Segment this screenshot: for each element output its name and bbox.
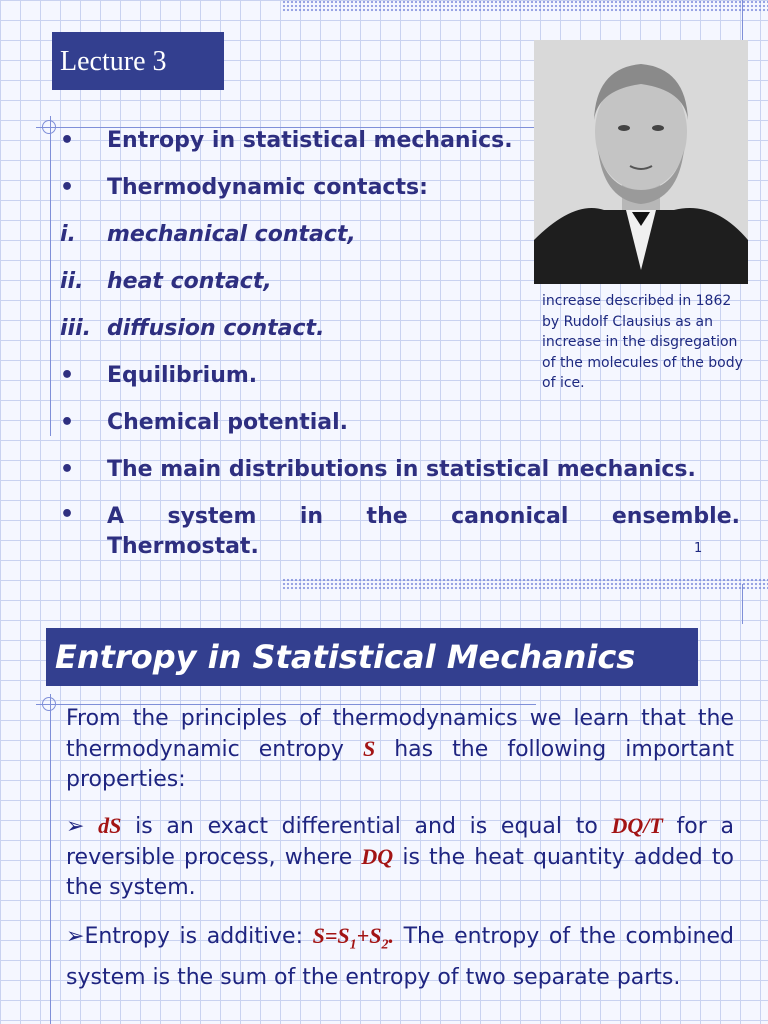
property-additive: ➢Entropy is additive: $S=S_1+S_2$. The entropy of the combined system is the sum of the entropy of two separate parts.	[66, 923, 734, 991]
topic-text: heat contact,	[107, 269, 272, 294]
topic-item	[60, 406, 740, 453]
topic-text: Equilibrium.	[107, 363, 258, 388]
bullet-marker: •	[60, 502, 75, 527]
dotted-band-top	[282, 578, 768, 590]
dotted-band-top	[282, 0, 768, 12]
arrow-bullet-icon: ➢	[66, 814, 85, 839]
bullet-marker: iii.	[60, 316, 91, 341]
topic-word: the	[366, 504, 408, 529]
bullet-marker: •	[60, 457, 75, 482]
ring-ornament-icon	[42, 120, 56, 134]
topic-word: system	[167, 504, 257, 529]
slide-2	[0, 584, 768, 1024]
topic-word: in	[299, 504, 324, 529]
topic-word: canonical	[451, 504, 569, 529]
bullet-marker: •	[60, 410, 75, 435]
bullet-marker: ii.	[60, 269, 84, 294]
frame-line	[742, 584, 743, 624]
bullet-marker: •	[60, 128, 75, 153]
portrait-caption: increase described in 1862 by Rudolf Clausius as an increase in the disgregation of the molecules of the body of ice.	[542, 293, 743, 391]
frame-line	[742, 0, 743, 40]
additivity-equation: $S=S_1+S_2$.	[312, 923, 394, 953]
topic-word: ensemble.	[611, 504, 740, 529]
topic-item	[60, 453, 740, 500]
topic-text: Chemical potential.	[107, 410, 349, 435]
bullet-marker: i.	[60, 222, 76, 247]
clausius-portrait	[534, 40, 748, 284]
lecture-label: Lecture 3	[52, 32, 224, 90]
slide-title: Entropy in Statistical Mechanics	[46, 628, 698, 686]
bullet-marker: •	[60, 175, 75, 200]
topic-item	[60, 500, 740, 562]
topic-text: diffusion contact.	[107, 316, 325, 341]
topic-text: The main distributions in statistical mechanics.	[107, 457, 696, 482]
entropy-symbol: S	[362, 736, 376, 761]
frame-line	[50, 116, 51, 436]
topic-text: Thermostat.	[107, 534, 259, 559]
property-exact-differential: ➢ dS is an exact differential and is equal to DQ/T for a reversible process, where DQ is the heat quantity added to the system.	[66, 813, 734, 900]
topic-text: Entropy in statistical mechanics.	[107, 128, 513, 153]
frame-line	[50, 694, 51, 1024]
topic-word: A	[107, 504, 125, 529]
ring-ornament-icon	[42, 697, 56, 711]
intro-paragraph: From the principles of thermodynamics we learn that the thermodynamic entropy S has the following important properties:	[66, 706, 734, 792]
topic-text: mechanical contact,	[107, 222, 356, 247]
page-number: 1	[694, 541, 703, 556]
topic-text: Thermodynamic contacts:	[107, 175, 428, 200]
bullet-marker: •	[60, 363, 75, 388]
arrow-bullet-icon: ➢	[66, 924, 85, 949]
